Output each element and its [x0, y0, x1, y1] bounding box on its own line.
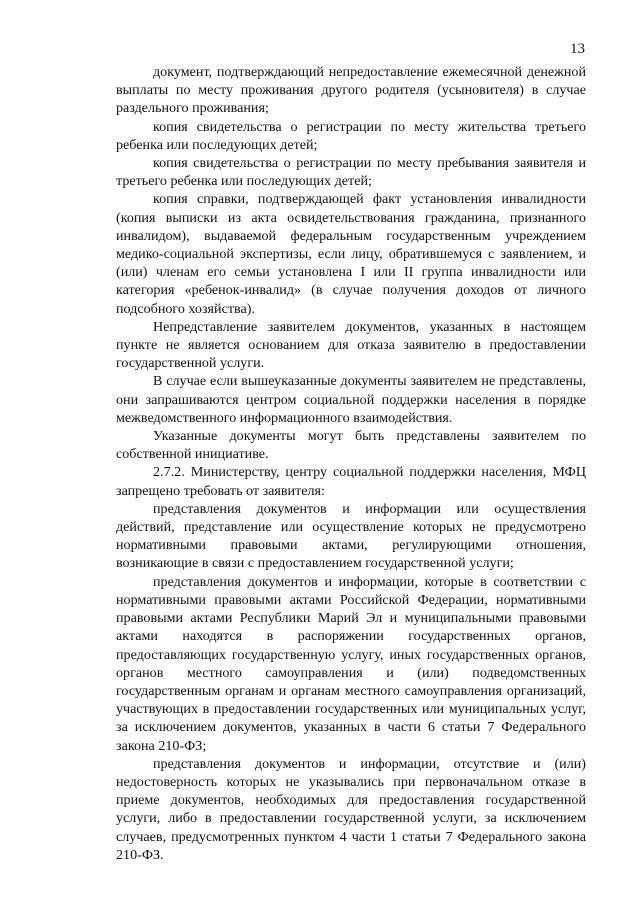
paragraph-section-2-7-2: 2.7.2. Министерству, центру социальной поддержки населения, МФЦ запрещено требовать от заявителя:	[116, 464, 586, 499]
paragraph-prohibited-documents: представления документов и информации, которые в соответствии с нормативными правовыми актами Российской Федерации, нормативными правовыми актами Республики Марий Эл и муниципальными правовыми актами находятся в распоряжении государственных органов, предоставляющих государственную услугу, иных государственных органов, органов местного самоуправления и (или) подведомственных государственным органам и органам местного самоуправления организаций, участвующих в предоставлении государственных или муниципальных услуг, за исключением документов, указанных в части 6 статьи 7 Федерального закона 210-ФЗ;	[116, 573, 586, 754]
paragraph-stay-registration-copy: копия свидетельства о регистрации по месту пребывания заявителя и третьего ребенка или последующих детей;	[116, 155, 586, 190]
paragraph-prohibited-actions: представления документов и информации или осуществления действий, представление или осуществление которых не предусмотрено нормативными правовыми актами, регулирующими отношения, возникающие в связи с предоставлением государственной услуги;	[116, 500, 586, 572]
page-number: 13	[570, 41, 585, 57]
paragraph-own-initiative: Указанные документы могут быть представлены заявителем по собственной инициативе.	[116, 428, 586, 463]
paragraph-residence-registration-copy: копия свидетельства о регистрации по месту жительства третьего ребенка или последующих детей;	[116, 118, 586, 153]
paragraph-disability-certificate-copy: копия справки, подтверждающей факт установления инвалидности (копия выписки из акта освидетельствования гражданина, признанного инвалидом), выдаваемой федеральным государственным учреждением медико-социальной экспертизы, если лицу, обратившемуся с заявлением, и (или) членам его семьи установлена I или II группа инвалидности или категория «ребенок-инвалид» (в случае получения доходов от личного подсобного хозяйства).	[116, 191, 586, 317]
document-body	[116, 63, 586, 864]
paragraph-non-submission-not-grounds: Непредставление заявителем документов, указанных в настоящем пункте не является основанием для отказа заявителю в предоставлении государственной услуги.	[116, 318, 586, 372]
paragraph-non-provision-document: документ, подтверждающий непредоставление ежемесячной денежной выплаты по месту проживания другого родителя (усыновителя) в случае раздельного проживания;	[116, 64, 586, 117]
paragraph-prohibited-unreported-documents: представления документов и информации, отсутствие и (или) недостоверность которых не указывались при первоначальном отказе в приеме документов, необходимых для предоставления государственной услуги, либо в предоставлении государственной услуги, за исключением случаев, предусмотренных пунктом 4 части 1 статьи 7 Федерального закона 210-ФЗ.	[116, 755, 586, 863]
paragraph-interagency-request: В случае если вышеуказанные документы заявителем не представлены, они запрашиваются центром социальной поддержки населения в порядке межведомственного информационного взаимодействия.	[116, 373, 586, 426]
